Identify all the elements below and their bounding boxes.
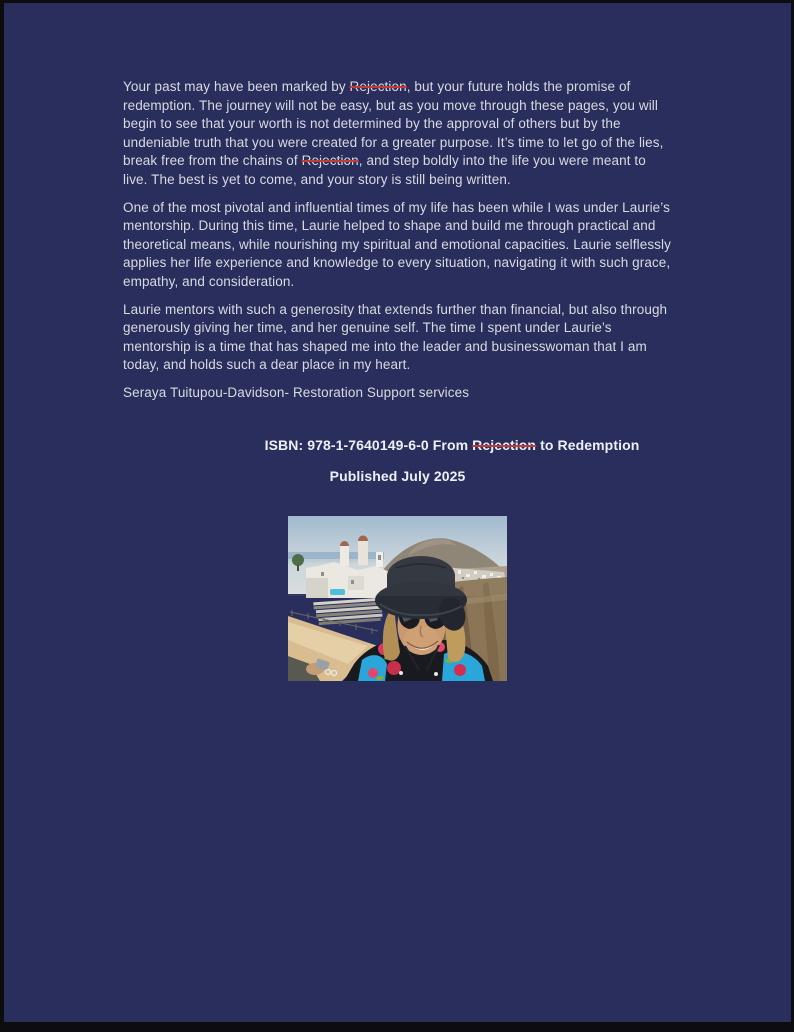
text-segment: Laurie mentors with such a generosity that extends further than financial, but also through generously giving her time, and her genuine self. The time I spent under Laurie’s mentorship is a time that has shaped me into the leader and businesswoman that I am today, and holds such a dear place in my heart. <box>123 301 668 373</box>
text-segment: Seraya Tuitupou-Davidson- Restoration Support services <box>123 384 470 400</box>
book-back-page <box>4 3 791 1022</box>
paragraph-intro <box>123 78 671 190</box>
attribution-line <box>123 384 671 403</box>
published-date-line: Published July 2025 <box>329 468 466 484</box>
text-segment: , and step boldly into the life you were meant to live. The best is yet to come, and your story is still being written. <box>123 153 646 187</box>
haze-overlay <box>288 516 507 596</box>
struck-word: Rejection <box>349 79 407 94</box>
struck-word: Rejection <box>301 153 359 169</box>
text-segment: Your past may have been marked by <box>123 79 350 94</box>
struck-word: Rejection <box>472 437 537 453</box>
text-segment: One of the most pivotal and influential times of my life has been while I was under Laurie’s mentorship. During this time, Laurie helped to shape and build me through practical and theoretical means, while nourishing my spiritual and emotional capacities. Laurie selflessly applies her life experience and knowledge to every situation, navigating it with such grace, empathy, and consideration. <box>123 199 671 289</box>
text-segment: ISBN: 978-1-7640149-6-0 From <box>264 437 473 453</box>
paragraph-testimonial-1 <box>123 199 671 292</box>
text-segment: to Redemption <box>536 437 640 453</box>
isbn-title-line <box>4 437 791 453</box>
paragraph-testimonial-2 <box>123 301 671 375</box>
text-segment: , but your future holds the promise of redemption. The journey will not be easy, but as you move through these pages, you will begin to see that your worth is not determined by the approval of others but by the undeniable truth that you were created for a greater purpose. It’s time to let go of the lies, break free from the chains of <box>123 79 664 169</box>
author-photo-image <box>288 516 507 681</box>
body-text <box>123 78 671 412</box>
author-photo <box>288 516 507 681</box>
